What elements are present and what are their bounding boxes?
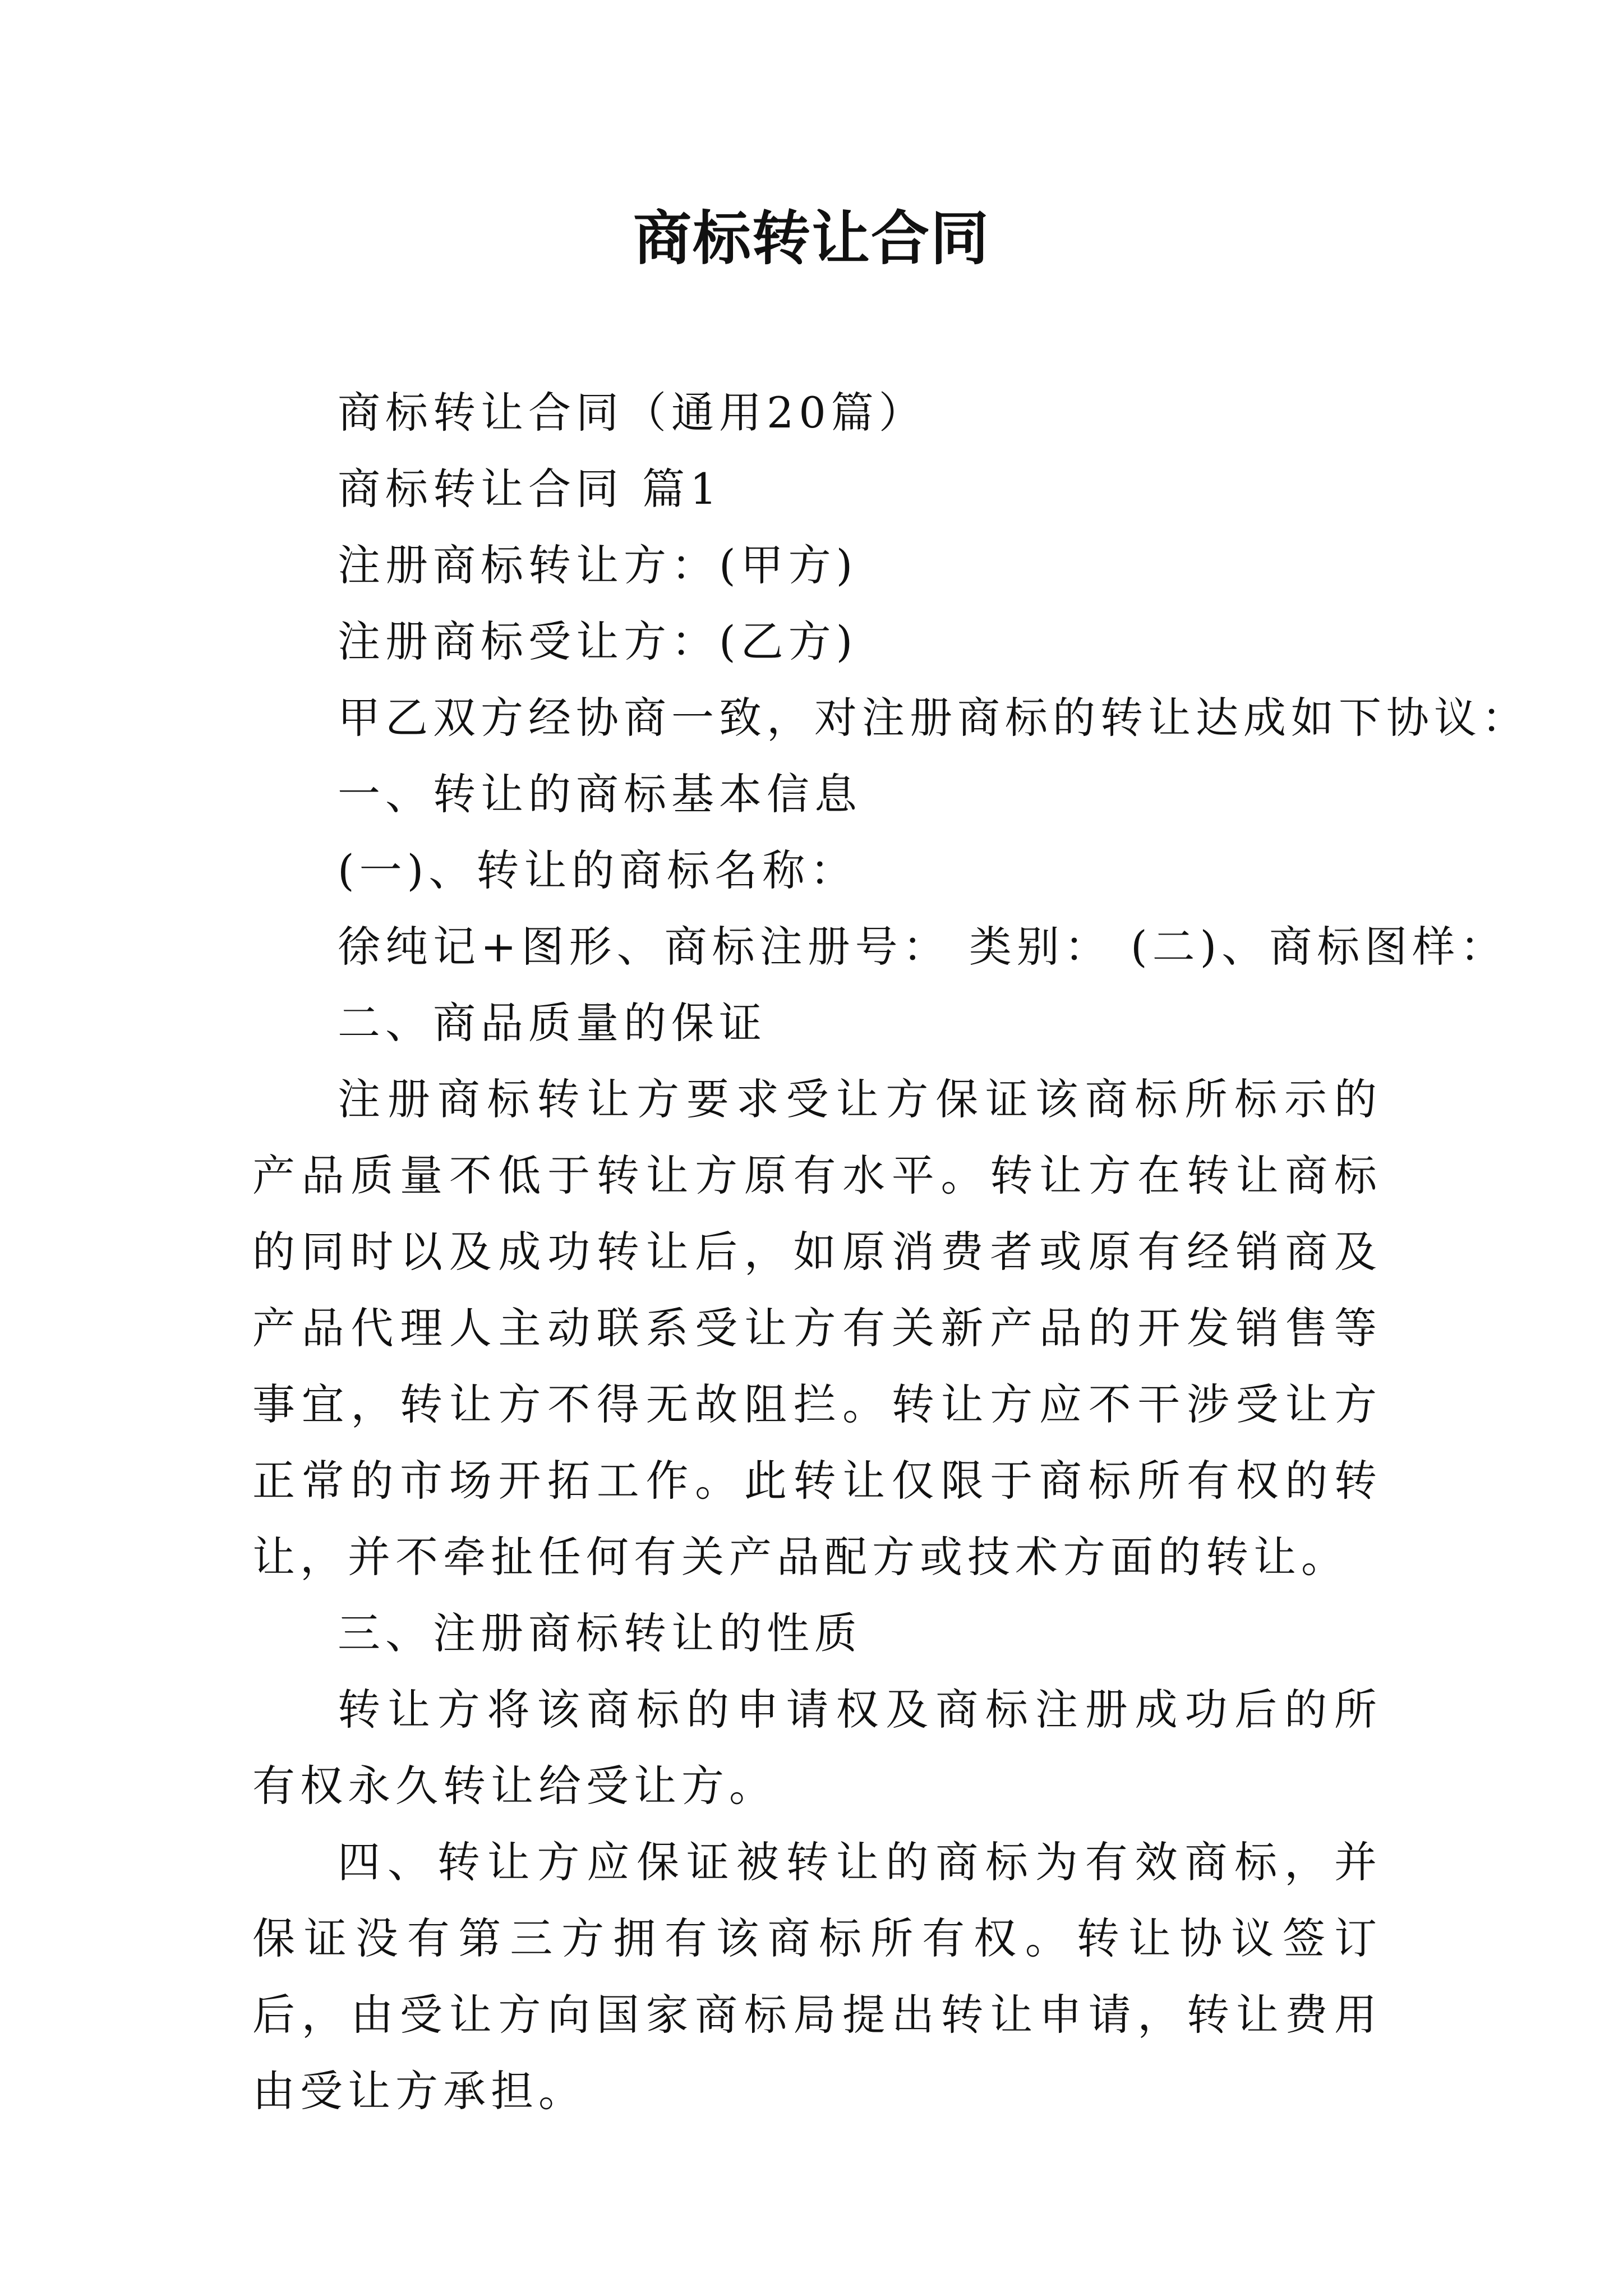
paragraph-clause-3-heading: 三、注册商标转让的性质 <box>338 1608 862 1658</box>
paragraph-section-heading: 商标转让合同 篇1 <box>338 464 722 514</box>
paragraph-party-a: 注册商标转让方：(甲方) <box>338 540 858 590</box>
paragraph-trademark-name: (一)、转让的商标名称： <box>338 845 858 895</box>
paragraph-quality-guarantee: 注册商标转让方要求受让方保证该商标所标示的产品质量不低于转让方原有水平。转让方在转让商标的同时以及成功转让后，如原消费者或原有经销商及产品代理人主动联系受让方有关新产品的开发销售等事宜，转让方不得无故阻拦。转让方应不干涉受让方正常的市场开拓工作。此转让仅限于商标所有权的转让，并不牵扯任何有关产品配方或技术方面的转让。 <box>252 1074 1382 1582</box>
paragraph-clause-4: 四、转让方应保证被转让的商标为有效商标，并保证没有第三方拥有该商标所有权。转让协议签订后，由受让方向国家商标局提出转让申请，转让费用由受让方承担。 <box>252 1837 1382 2116</box>
document-title: 商标转让合同 <box>633 204 990 273</box>
paragraph-party-b: 注册商标受让方：(乙方) <box>338 616 858 666</box>
paragraph-trademark-details: 徐纯记+图形、商标注册号： 类别： (二)、商标图样： <box>338 922 1508 972</box>
paragraph-transfer-nature: 转让方将该商标的申请权及商标注册成功后的所有权永久转让给受让方。 <box>252 1685 1382 1811</box>
paragraph-clause-2-heading: 二、商品质量的保证 <box>338 998 767 1048</box>
paragraph-agreement-intro: 甲乙双方经协商一致，对注册商标的转让达成如下协议： <box>338 693 1529 743</box>
document-body <box>252 375 1529 2129</box>
paragraph-clause-1-heading: 一、转让的商标基本信息 <box>338 769 862 819</box>
paragraph-subtitle: 商标转让合同（通用20篇） <box>338 388 926 438</box>
